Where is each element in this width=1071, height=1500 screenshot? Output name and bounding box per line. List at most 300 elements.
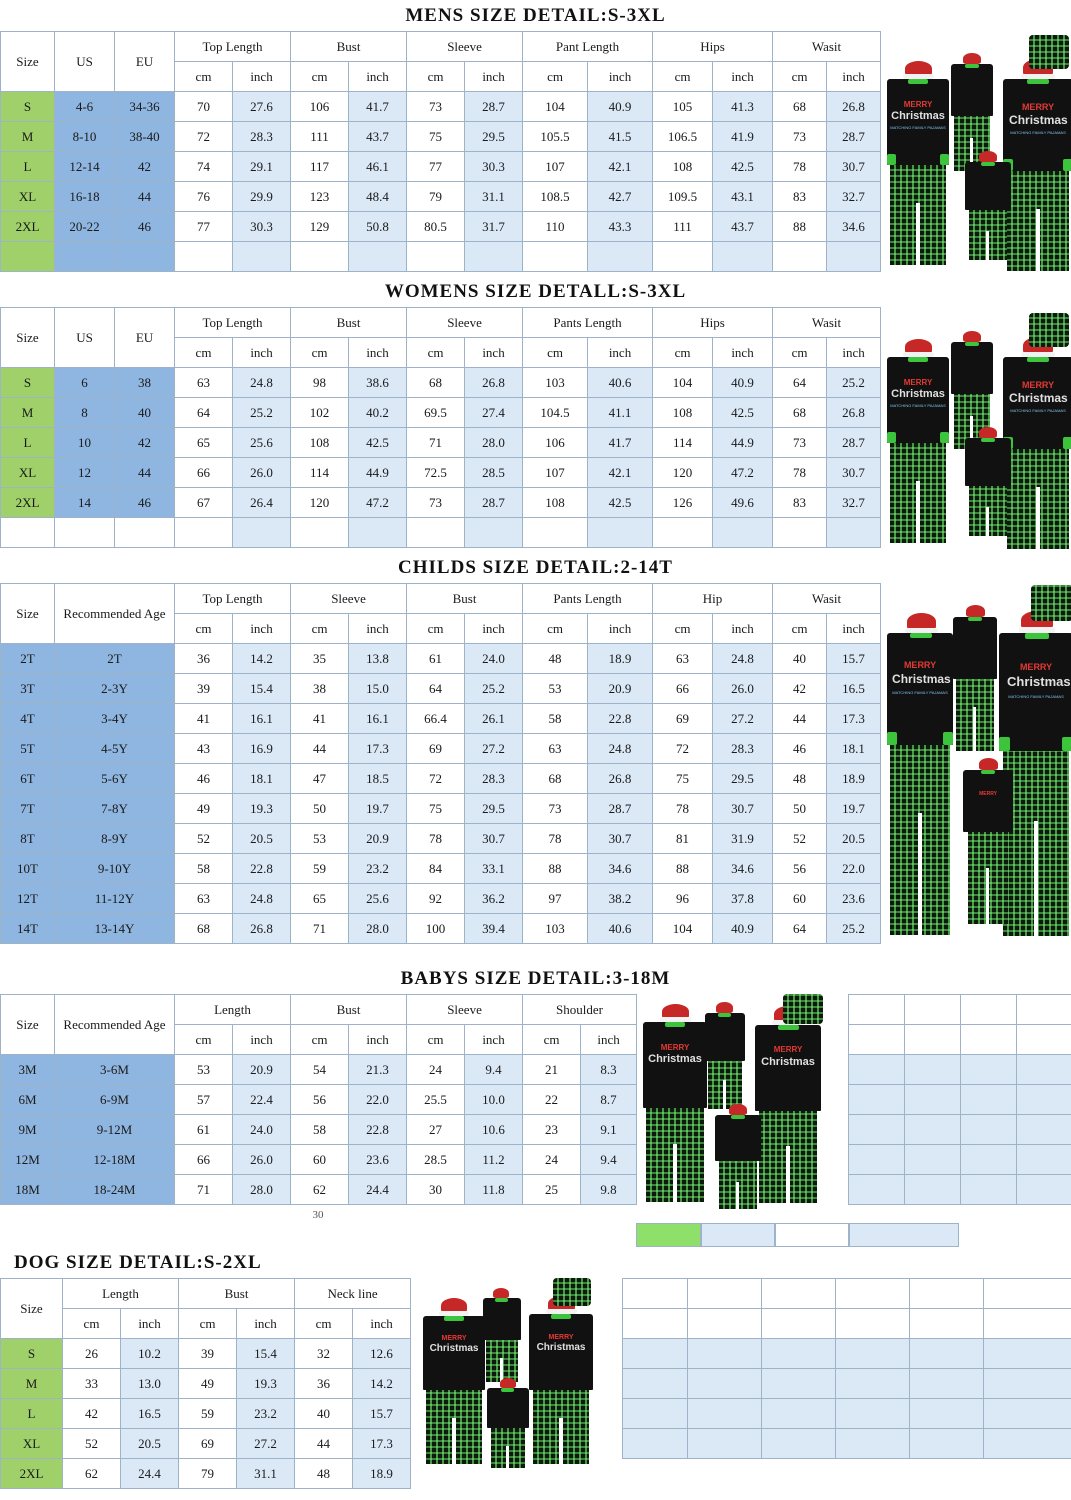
cell-recommended-age: 11-12Y [55,884,175,914]
filler-cell [836,1369,910,1399]
cell-value: 105 [653,92,713,122]
figure-baby [963,758,1013,928]
cell-value: 66 [175,1145,233,1175]
cell-value: 48 [523,644,588,674]
header-unit-cm: cm [175,1025,233,1055]
cell-value: 25.2 [233,398,291,428]
pajama-top [951,64,993,116]
cell-value: 10.2 [121,1339,179,1369]
cell-value: 66.4 [407,704,465,734]
header-group-hips: Hips [653,32,773,62]
cell-value: 129 [291,212,349,242]
cell-value: 72 [175,122,233,152]
dog-pajama [1029,313,1069,347]
filler-cell [984,1339,1071,1369]
header-unit-cm: cm [653,338,713,368]
cell-value: 69 [179,1429,237,1459]
cell-value: 20.9 [233,1055,291,1085]
cell-value: 78 [523,824,588,854]
cell-size: L [1,1399,63,1429]
cell-value: 64 [407,674,465,704]
collar [981,162,995,166]
cell-value: 81 [653,824,713,854]
cell-value: 40.9 [713,914,773,944]
cell-value: 16.5 [827,674,881,704]
cell-value: 18.1 [827,734,881,764]
santa-hat-icon [500,1378,516,1388]
cell-value: 18.9 [353,1459,411,1489]
filler-cell [905,1085,961,1115]
pajama-top [965,438,1011,486]
filler-cell [233,518,291,548]
header-unit-cm: cm [295,1309,353,1339]
cuff-right [943,732,953,745]
cell-value: 40.6 [588,914,653,944]
cell-value: 34.6 [588,854,653,884]
cell-value: 73 [773,122,827,152]
filler-cell [349,242,407,272]
table-header-group-row [1,308,881,338]
section-dog [0,1247,1071,1489]
header-unit-cm: cm [175,338,233,368]
collar [981,438,995,442]
cell-value: 73 [773,428,827,458]
cell-value: 14.2 [233,644,291,674]
dog-pajama [1031,585,1071,621]
table-header-group-row [1,995,637,1025]
cell-value: 42.1 [588,458,653,488]
cell-value: 71 [291,914,349,944]
cell-value: 61 [407,644,465,674]
cell-value: 36.2 [465,884,523,914]
highlight-strip-row [0,1223,1071,1247]
cell-value: 63 [175,368,233,398]
filler-cell [961,1115,1017,1145]
pajama-top [887,357,949,443]
cell-eu: 46 [115,212,175,242]
cell-value: 120 [291,488,349,518]
filler-row [849,1175,1071,1205]
figure-dad [529,1296,593,1466]
cell-value: 42.7 [588,182,653,212]
filler-cell [905,995,961,1025]
cell-value: 18.5 [349,764,407,794]
cell-value: 11.8 [465,1175,523,1205]
table-row [1,152,881,182]
table-header-group-row [1,584,881,614]
header-unit-inch: inch [713,614,773,644]
table-row [1,1055,637,1085]
cell-recommended-age: 12-18M [55,1145,175,1175]
garment-text-christmas: Christmas [1009,391,1068,405]
pant-leg-gap [559,1418,563,1464]
cell-value: 30.3 [465,152,523,182]
garment-text-merry: MERRY [903,100,933,109]
header-eu: EU [115,308,175,368]
cell-value: 24.8 [588,734,653,764]
cell-value: 16.1 [233,704,291,734]
cell-value: 28.7 [827,122,881,152]
cell-value: 40 [773,644,827,674]
garment-text-tagline: MATCHING FAMILY PAJAMAS [1008,694,1064,699]
cell-value: 44 [295,1429,353,1459]
cell-value: 26.8 [233,914,291,944]
pajama-top [999,633,1071,751]
cell-value: 34.6 [827,212,881,242]
cell-value: 44.9 [349,458,407,488]
cell-us: 8 [55,398,115,428]
header-unit-inch: inch [713,338,773,368]
header-size: Size [1,584,55,644]
filler-cell [849,1115,905,1145]
garment-text-christmas: Christmas [891,388,945,400]
collar [1027,357,1049,362]
header-group-length: Length [175,995,291,1025]
cell-value: 110 [523,212,588,242]
cell-value: 30.7 [713,794,773,824]
cell-value: 30 [407,1175,465,1205]
header-group-pants-length: Pants Length [523,308,653,338]
pajama-top [887,79,949,165]
cell-value: 26.0 [713,674,773,704]
filler-cell [1017,1055,1071,1085]
cell-recommended-age: 8-9Y [55,824,175,854]
cell-value: 42.5 [713,152,773,182]
table-row [1,488,881,518]
cell-value: 88 [523,854,588,884]
cell-value: 26 [63,1339,121,1369]
table-row [1,704,881,734]
header-recommended-age: Recommended Age [55,584,175,644]
cell-value: 107 [523,152,588,182]
cell-value: 79 [179,1459,237,1489]
figure-child [483,1288,521,1383]
cell-value: 68 [407,368,465,398]
cell-value: 120 [653,458,713,488]
cell-us: 6 [55,368,115,398]
cell-value: 49 [179,1369,237,1399]
cell-value: 10.6 [465,1115,523,1145]
filler-row [623,1279,1071,1309]
pajama-top [483,1298,521,1340]
section-mens [0,0,1071,276]
filler-cell [1017,1115,1071,1145]
pant-leg-gap [916,481,920,543]
filler-cell [175,242,233,272]
cell-value: 106 [291,92,349,122]
header-unit-cm: cm [773,62,827,92]
cell-value: 23.2 [349,854,407,884]
cell-value: 25.2 [465,674,523,704]
cell-value: 50 [773,794,827,824]
garment-text-merry: MERRY [1019,662,1053,672]
cell-value: 38 [291,674,349,704]
cell-recommended-age: 5-6Y [55,764,175,794]
cell-value: 9.1 [581,1115,637,1145]
filler-cell [55,242,115,272]
cell-value: 41.7 [588,428,653,458]
filler-cell [905,1175,961,1205]
cell-size: M [1,122,55,152]
cell-value: 28.3 [465,764,523,794]
cell-value: 108 [653,152,713,182]
garment-text-merry: MERRY [903,378,933,387]
cell-value: 26.4 [233,488,291,518]
filler-cell [910,1339,984,1369]
cell-size: 9M [1,1115,55,1145]
header-unit-inch: inch [233,1025,291,1055]
filler-cell [849,1025,905,1055]
cell-value: 68 [175,914,233,944]
filler-row [849,1145,1071,1175]
filler-cell [910,1309,984,1339]
header-group-top-length: Top Length [175,584,291,614]
filler-cell [905,1025,961,1055]
cell-value: 72.5 [407,458,465,488]
cell-value: 24.8 [233,884,291,914]
filler-cell [1017,1175,1071,1205]
cell-size: 4T [1,704,55,734]
cell-value: 28.5 [465,458,523,488]
cell-value: 33 [63,1369,121,1399]
pajama-top [951,342,993,394]
garment-text-merry: MERRY [773,1045,803,1054]
cell-size: M [1,398,55,428]
cell-value: 65 [175,428,233,458]
cell-value: 23.2 [237,1399,295,1429]
filler-cell [984,1279,1071,1309]
mens-size-table [0,31,881,272]
cell-value: 42.1 [588,152,653,182]
cell-us: 12-14 [55,152,115,182]
header-group-top-length: Top Length [175,308,291,338]
cell-value: 53 [291,824,349,854]
table-header-group-row [1,32,881,62]
cell-value: 47.2 [713,458,773,488]
figure-child [705,1002,745,1112]
cell-value: 78 [773,152,827,182]
collar [551,1314,571,1319]
table-row [1,182,881,212]
cell-value: 42.5 [349,428,407,458]
cell-value: 53 [175,1055,233,1085]
cell-value: 105.5 [523,122,588,152]
cell-size: 2XL [1,212,55,242]
table-header-unit-row [1,1309,411,1339]
cell-value: 64 [175,398,233,428]
cell-value: 41.9 [713,122,773,152]
cell-value: 24.0 [233,1115,291,1145]
cell-size: 6T [1,764,55,794]
cell-value: 75 [407,794,465,824]
cell-value: 57 [175,1085,233,1115]
filler-row [849,1025,1071,1055]
cell-value: 28.3 [713,734,773,764]
filler-cell [349,518,407,548]
cell-value: 67 [175,488,233,518]
cell-value: 49 [175,794,233,824]
garment-text-tagline: MATCHING FAMILY PAJAMAS [892,690,948,695]
header-unit-inch: inch [827,338,881,368]
cell-value: 8.3 [581,1055,637,1085]
figure-mom [643,1004,707,1204]
header-unit-inch: inch [349,338,407,368]
cell-value: 24.4 [121,1459,179,1489]
cell-us: 10 [55,428,115,458]
cell-value: 26.1 [465,704,523,734]
garment-text-christmas: Christmas [429,1343,479,1354]
figure-mom [887,339,949,544]
cell-value: 68 [773,92,827,122]
cell-value: 38.2 [588,884,653,914]
filler-cell [961,1085,1017,1115]
filler-row [849,1115,1071,1145]
family-pajamas-photo-babys [637,994,848,1216]
filler-cell [984,1309,1071,1339]
cell-value: 84 [407,854,465,884]
header-unit-inch: inch [588,338,653,368]
cuff-right [1063,437,1071,449]
cell-value: 25.5 [407,1085,465,1115]
cell-value: 97 [523,884,588,914]
cell-value: 27.2 [713,704,773,734]
cell-value: 58 [291,1115,349,1145]
highlight-cell-blue [701,1223,775,1247]
header-unit-inch: inch [465,1025,523,1055]
pant-leg-gap [1036,487,1040,549]
cell-value: 18.9 [588,644,653,674]
cell-value: 114 [653,428,713,458]
cell-value: 104 [653,368,713,398]
pajama-top [643,1022,707,1108]
pajama-top [953,617,997,679]
filler-cell [688,1339,762,1369]
header-unit-cm: cm [175,62,233,92]
cell-value: 80.5 [407,212,465,242]
cell-value: 25.2 [827,368,881,398]
cell-value: 58 [175,854,233,884]
section-title-dog: DOG SIZE DETAIL:S-2XL [14,1252,262,1273]
header-size: Size [1,1279,63,1339]
cell-value: 117 [291,152,349,182]
cell-value: 19.7 [827,794,881,824]
garment-text-merry: MERRY [660,1043,690,1052]
cell-value: 28.7 [588,794,653,824]
cell-value: 28.0 [349,914,407,944]
filler-cell [1,518,55,548]
filler-cell [115,242,175,272]
cell-value: 25.6 [233,428,291,458]
pant-leg-gap [986,231,989,260]
table-row [1,914,881,944]
cell-value: 32.7 [827,182,881,212]
filler-cell [623,1309,688,1339]
filler-cell [1017,1085,1071,1115]
filler-cell [1017,995,1071,1025]
cell-value: 88 [653,854,713,884]
header-eu: EU [115,32,175,92]
table-row [1,1175,637,1205]
cell-value: 30.7 [827,152,881,182]
section-title-babys: BABYS SIZE DETAIL:3-18M [400,968,671,989]
cell-size: S [1,368,55,398]
garment-text-tagline: MATCHING FAMILY PAJAMAS [1010,130,1066,135]
cell-value: 123 [291,182,349,212]
filler-row [623,1309,1071,1339]
cell-value: 52 [63,1429,121,1459]
figure-dad [1003,337,1071,549]
collar [718,1013,731,1017]
cell-eu: 38-40 [115,122,175,152]
cell-value: 31.1 [237,1459,295,1489]
garment-text-christmas: Christmas [1009,113,1068,127]
figure-mom [887,613,953,938]
filler-cell [688,1279,762,1309]
header-group-shoulder: Shoulder [523,995,637,1025]
babys-size-table [0,994,637,1205]
cell-eu: 44 [115,182,175,212]
cell-value: 43.7 [349,122,407,152]
family-pajamas-photo-dog [411,1278,622,1468]
header-group-pants-length: Pants Length [523,584,653,614]
header-us: US [55,32,115,92]
cell-value: 34.6 [713,854,773,884]
filler-cell [688,1309,762,1339]
cell-recommended-age: 7-8Y [55,794,175,824]
header-group-bust: Bust [291,995,407,1025]
collar [908,79,928,84]
cell-value: 15.7 [827,644,881,674]
header-unit-inch: inch [121,1309,179,1339]
childs-size-table [0,583,881,944]
cell-size: 7T [1,794,55,824]
cell-size: S [1,1339,63,1369]
cell-value: 11.2 [465,1145,523,1175]
cell-value: 69.5 [407,398,465,428]
figure-baby [715,1104,761,1209]
cell-size: 12T [1,884,55,914]
header-unit-inch: inch [237,1309,295,1339]
header-unit-inch: inch [465,62,523,92]
cell-value: 20.9 [349,824,407,854]
family-pajamas-photo-childs [881,583,1071,963]
cell-value: 65 [291,884,349,914]
cell-value: 100 [407,914,465,944]
header-unit-inch: inch [827,62,881,92]
cell-value: 42 [773,674,827,704]
filler-cell [623,1369,688,1399]
garment-text-merry: MERRY [979,791,997,797]
cell-value: 78 [407,824,465,854]
table-row [1,398,881,428]
filler-row [849,1055,1071,1085]
filler-cell [910,1429,984,1459]
cell-value: 41 [175,704,233,734]
cell-value: 26.8 [465,368,523,398]
cell-value: 69 [407,734,465,764]
cell-value: 9.8 [581,1175,637,1205]
cuff-left [887,732,897,745]
cell-value: 24.4 [349,1175,407,1205]
cell-value: 46 [773,734,827,764]
cell-size: 12M [1,1145,55,1175]
cell-value: 78 [773,458,827,488]
filler-cell [961,1145,1017,1175]
cell-value: 36 [295,1369,353,1399]
cell-value: 21.3 [349,1055,407,1085]
figure-baby [965,151,1011,261]
filler-row [623,1339,1071,1369]
